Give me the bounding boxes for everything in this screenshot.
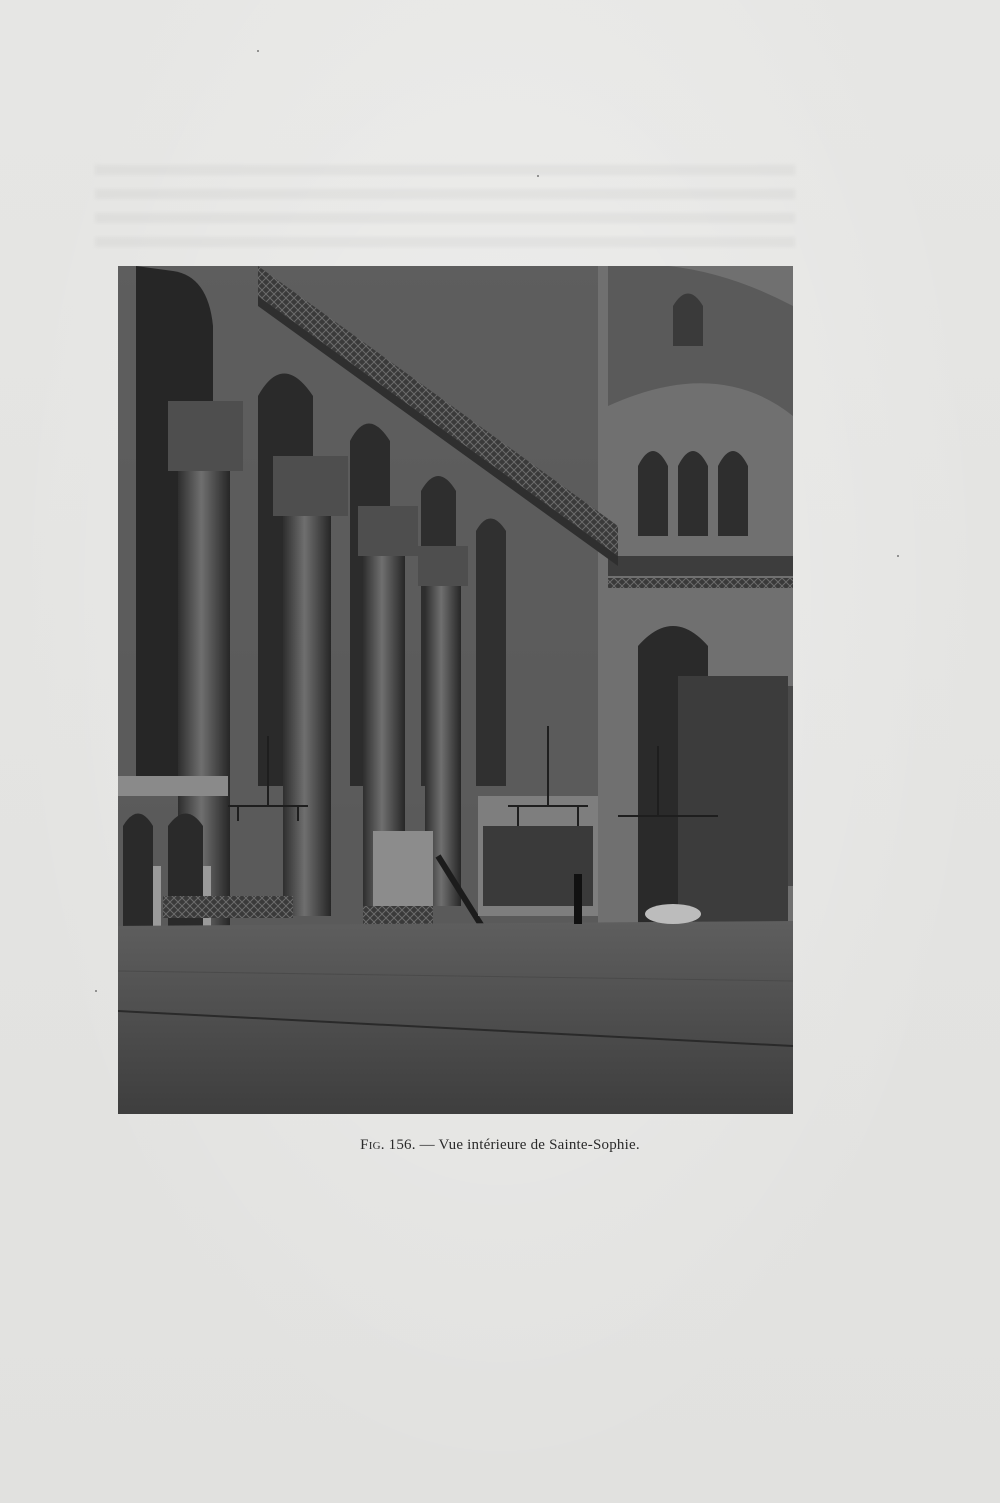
paper-speck [537,175,539,177]
caption-fig-label: Fig. [360,1137,385,1153]
caption-figure-number: 156. [388,1137,416,1153]
paper-speck [257,50,259,52]
figure-photograph [118,266,793,1114]
bleed-through-text [95,165,795,255]
paper-speck [95,990,97,992]
caption-title: Vue intérieure de Sainte-Sophie. [438,1137,640,1153]
hagia-sophia-interior-image [118,266,793,1114]
caption-dash: — [419,1137,435,1153]
figure-caption [0,1137,1000,1154]
paper-speck [897,555,899,557]
